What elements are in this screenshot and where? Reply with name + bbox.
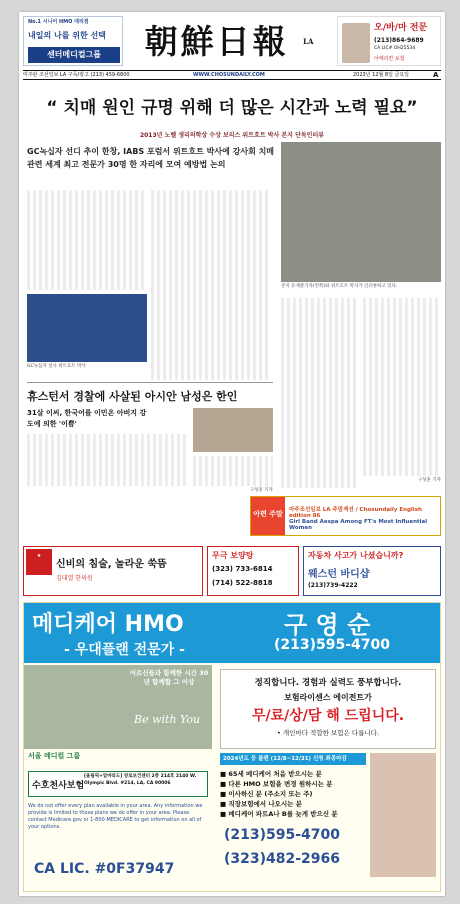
benefits-list: [220, 769, 366, 819]
info-bar: [23, 70, 441, 80]
newspaper-page: [19, 12, 445, 896]
auto-title: 자동차 사고가 나셨습니까?: [308, 551, 404, 560]
interview-photo: [281, 142, 441, 282]
right-ad-license: CA LIC# OH25534: [374, 46, 416, 51]
info-date: 2023년 12월 8일 금요일: [353, 72, 410, 78]
agent-photo: [342, 23, 370, 63]
tagline4: • 개인마다 적합한 보험은 다릅니다.: [276, 729, 380, 737]
left-ad-line1: 내일의 나를 위한 선택: [28, 31, 106, 40]
tagline-box: [220, 669, 436, 749]
enroll-banner: 2024년도 등 플렌 (12/8~12/31) 신청 최종마감: [220, 753, 366, 765]
hmo-phone2[interactable]: (323)482-2966: [224, 851, 341, 867]
info-section: A: [433, 71, 439, 79]
insurance-phone1: (323) 733-6814: [212, 565, 273, 573]
group-name: 서울 메디컬 그룹: [28, 752, 81, 760]
info-left: 미주판 조선일보 LA 구독/광고 (213) 459-6800: [23, 72, 130, 78]
benefit-item: ■ 메디케어 파트A나 B를 늦게 받으신 분: [220, 810, 338, 818]
auto-brand: 웨스턴 바디샵: [308, 569, 370, 580]
tagline2: 보험라이센스 에이전트가: [284, 693, 372, 702]
photo-caption: 본지 유재춘기자(왼쪽)와 위트흐트 박사가 인터뷰하고 있다.: [281, 284, 398, 289]
second-lede: 31살 이씨, 한국어를 이민온 아버지 강도에 의한 '이쁨': [27, 409, 147, 428]
benefit-item: ■ 직장보험에서 나오시는 분: [220, 800, 303, 808]
lead-credit: 구성훈 기자: [417, 478, 441, 483]
insurance-title: 무극 보양탕: [212, 551, 254, 560]
second-credit: 구성훈 기자: [249, 488, 273, 493]
slogan: Be with You: [134, 713, 201, 726]
auto-phone: (213)739-4222: [308, 582, 358, 589]
tagline3: 무/료/상/담 해 드립니다.: [251, 708, 405, 724]
masthead-sub: LA: [303, 37, 314, 46]
agent-portrait: [370, 753, 436, 877]
lead-lede: GC녹십자 선디 추이 한창, IABS 포럼서 위트흐트 박사에 강사회 치매 관련 세계 최고 전문가 30명 한 자리에 모여 예방법 논의: [27, 147, 275, 169]
promo-sub: Girl Band Aespa Among FT's Most Influential Women: [289, 519, 428, 531]
lead-body-col3: [281, 298, 359, 488]
hmo-phone1[interactable]: (213)595-4700: [224, 827, 341, 843]
lead-body-col4: [363, 298, 441, 476]
left-ad-top: No.1 시니어 HMO 대리점: [28, 19, 89, 25]
second-body-col2: [193, 456, 273, 486]
acupuncture-name: 김대열 한의원: [56, 575, 93, 582]
divider: [27, 382, 273, 383]
info-url[interactable]: WWW.CHOSUNDAILY.COM: [193, 72, 265, 78]
auto-ad[interactable]: [303, 546, 441, 596]
left-ad-brand: 센터메디컬그룹: [28, 47, 120, 63]
header-left-ad[interactable]: [23, 16, 123, 66]
hmo-subtitle: - 우대플랜 전문가 -: [64, 642, 185, 658]
ads-row: [23, 546, 441, 596]
benefit-item: ■ 65세 메디케어 처음 받으시는 분: [220, 770, 322, 778]
lead-headline: “ 치매 원인 규명 위해 더 많은 시간과 노력 필요”: [46, 98, 418, 118]
medicare-hmo-ad[interactable]: [23, 602, 441, 892]
photo-text: 어르신들과 함께한 시간 30년 함께할 그 이상: [129, 669, 209, 686]
license: CA LIC. #0F37947: [34, 861, 175, 877]
second-headline: 휴스턴서 경찰에 사살된 아시안 남성은 한인: [27, 390, 238, 403]
insurance-phone2: (714) 522-8818: [212, 579, 273, 587]
tagline1: 정직합니다. 경험과 실력도 풍부합니다.: [254, 678, 402, 688]
clinic-name: 수호천사보험: [32, 781, 85, 791]
right-ad-sub: 아메리칸 보험: [374, 56, 405, 62]
acupuncture-logo: ★: [26, 549, 52, 575]
clinic-address: [올림픽+알바라도] 양로보건센터 2층 214호 2140 W. Olympic Blvd. #214, LA, CA 90006: [84, 774, 197, 786]
right-ad-phone: (213)864-9689: [374, 37, 424, 44]
acupuncture-title: 신비의 침술, 놀라운 쑥뜸: [56, 559, 167, 570]
disclaimer: We do not offer every plan available in your area. Any information we provide is limited to those plans we do offer in your area. Please contact Medicare.gov or 1-800-MEDICARE to get information on all of your options.: [28, 803, 203, 830]
right-ad-title: 오/바/마 전문: [374, 23, 428, 33]
benefit-item: ■ 이사하신 분 (주소지 또는 주): [220, 790, 313, 798]
promo-title: 마주조선일보 LA 주말섹션 / Chosundaily English edition 86: [289, 507, 422, 519]
agent-phone[interactable]: (213)595-4700: [274, 637, 391, 653]
lead-body-col2: [151, 190, 271, 380]
second-body: [27, 434, 187, 486]
lead-body-col1: [27, 190, 147, 290]
promo-label: 아편 주말: [251, 497, 285, 535]
hmo-title: 메디케어 HMO: [32, 612, 184, 637]
acupuncture-ad[interactable]: [23, 546, 203, 596]
masthead-title: 朝鮮日報: [144, 22, 289, 61]
conference-photo: [27, 294, 147, 362]
agent-name: 구 영 순: [284, 611, 371, 639]
benefit-item: ■ 다른 HMO 보험을 변경 원하시는 분: [220, 780, 333, 788]
weekend-promo[interactable]: [250, 496, 441, 536]
hmo-banner: [24, 603, 440, 663]
small-caption: GC녹십자 설사 위트흐트 박사: [27, 364, 86, 369]
header-right-ad[interactable]: [337, 16, 441, 66]
lead-subhead: 2013년 노벨 생리의학상 수상 보리스 위트흐트 박사 본지 단독인터뷰: [139, 132, 325, 139]
insurance-ad[interactable]: [207, 546, 299, 596]
masthead: [129, 20, 329, 64]
suspect-photo: [193, 408, 273, 452]
